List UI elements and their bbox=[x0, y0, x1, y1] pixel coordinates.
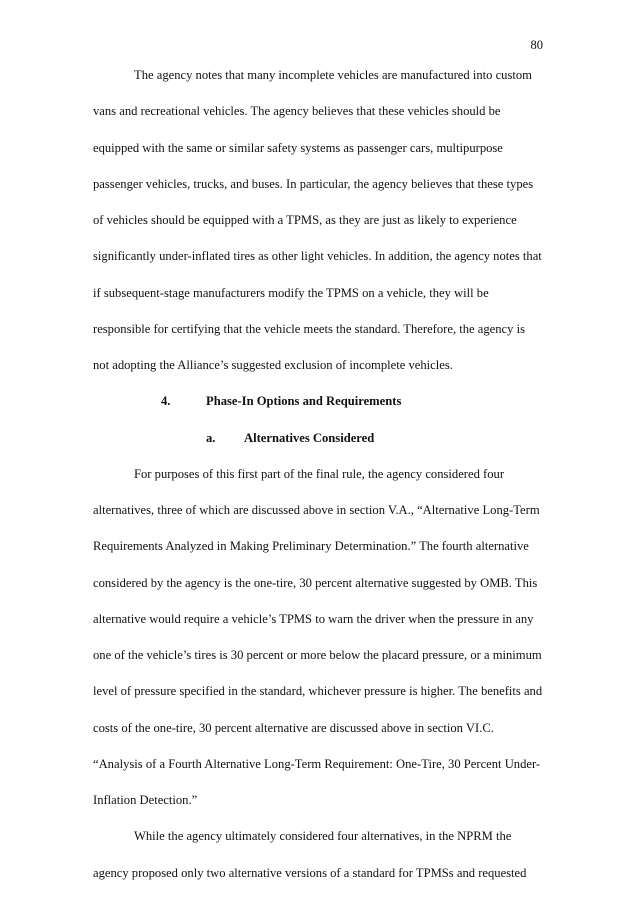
paragraph-line: alternative would require a vehicle’s TPMS to warn the driver when the pressure in any bbox=[93, 611, 534, 626]
paragraph-line: significantly under-inflated tires as other light vehicles. In addition, the agency notes that bbox=[93, 249, 542, 264]
section-heading bbox=[93, 393, 548, 410]
paragraph-line: level of pressure specified in the standard, whichever pressure is higher. The benefits and bbox=[93, 684, 543, 699]
subsection-heading bbox=[93, 430, 548, 447]
paragraph-line: if subsequent-stage manufacturers modify the TPMS on a vehicle, they will be bbox=[93, 285, 489, 300]
paragraph-line: of vehicles should be equipped with a TPMS, as they are just as likely to experience bbox=[93, 213, 517, 227]
paragraph-line: responsible for certifying that the vehicle meets the standard. Therefore, the agency is bbox=[93, 321, 525, 336]
page-number: 80 bbox=[530, 38, 543, 52]
section-title: Phase-In Options and Requirements bbox=[206, 394, 402, 409]
paragraph-line: vans and recreational vehicles. The agency believes that these vehicles should be bbox=[93, 104, 501, 119]
paragraph-line: While the agency ultimately considered four alternatives, in the NPRM the bbox=[134, 829, 512, 844]
subsection-letter: a. bbox=[206, 430, 216, 445]
paragraph-line: one of the vehicle’s tires is 30 percent or more below the placard pressure, or a minimum bbox=[93, 648, 542, 662]
paragraph-line: equipped with the same or similar safety systems as passenger cars, multipurpose bbox=[93, 140, 503, 155]
paragraph-line: Inflation Detection.” bbox=[93, 793, 198, 807]
paragraph-line: not adopting the Alliance’s suggested exclusion of incomplete vehicles. bbox=[93, 358, 453, 372]
paragraph-line: considered by the agency is the one-tire, 30 percent alternative suggested by OMB. This bbox=[93, 575, 538, 590]
paragraph-line: passenger vehicles, trucks, and buses. In particular, the agency believes that these types bbox=[93, 176, 534, 191]
body-text bbox=[93, 67, 548, 901]
paragraph-line: The agency notes that many incomplete vehicles are manufactured into custom bbox=[134, 68, 532, 82]
paragraph-line: For purposes of this first part of the final rule, the agency considered four bbox=[134, 466, 505, 481]
paragraph-line: alternatives, three of which are discussed above in section V.A., “Alternative Long-Term bbox=[93, 503, 540, 517]
section-number: 4. bbox=[161, 394, 171, 409]
paragraph-line: “Analysis of a Fourth Alternative Long-Term Requirement: One-Tire, 30 Percent Under- bbox=[93, 756, 541, 771]
paragraph-line: costs of the one-tire, 30 percent alternative are discussed above in section VI.C. bbox=[93, 720, 494, 735]
paragraph-line: Requirements Analyzed in Making Preliminary Determination.” The fourth alternative bbox=[93, 539, 529, 554]
subsection-title: Alternatives Considered bbox=[244, 430, 375, 445]
paragraph-line: agency proposed only two alternative versions of a standard for TPMSs and requested bbox=[93, 865, 527, 880]
